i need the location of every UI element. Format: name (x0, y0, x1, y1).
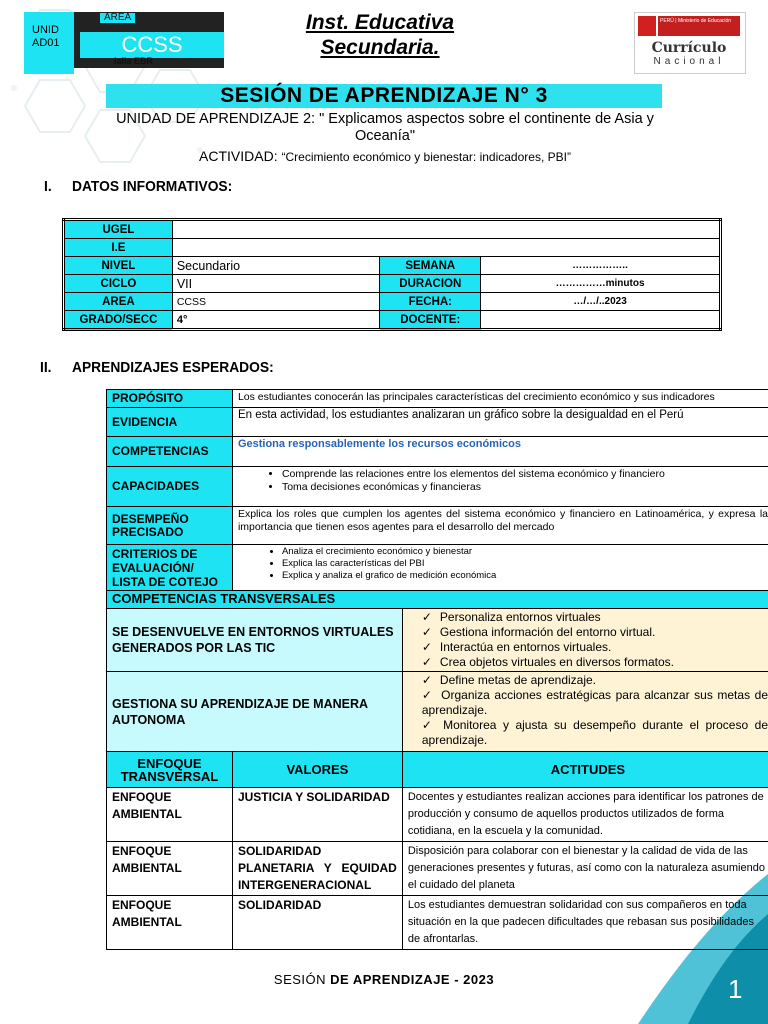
competencia-text: Gestiona responsablemente los recursos económicos (232, 437, 768, 467)
logo-ministry-text: PERÚ | Ministerio de Educación (658, 16, 740, 36)
area-label: AREA (100, 13, 135, 23)
list-item: ✓ Organiza acciones estratégicas para alcanzar sus metas de aprendizaje. (422, 688, 768, 718)
footer-text-bold: DE APRENDIZAJE - 2023 (330, 972, 495, 987)
unidad-text: UNIDAD DE APRENDIZAJE 2: " Explicamos aspectos sobre el continente de Asia y Oceanía" (116, 111, 654, 144)
table-row (107, 788, 768, 842)
section2-title: APRENDIZAJES ESPERADOS: (72, 359, 274, 376)
table-row (107, 437, 768, 467)
session-title: SESIÓN DE APRENDIZAJE N° 3 (106, 84, 662, 108)
grado-label: GRADO/SECC (64, 311, 173, 330)
list-item: • Explica las características del PBI (282, 558, 768, 570)
valor-cell: SOLIDARIDAD (232, 896, 402, 950)
docente-label: DOCENTE: (380, 311, 481, 330)
ciclo-value: VII (172, 275, 380, 293)
list-item: ✓ Personaliza entornos virtuales (422, 610, 768, 625)
institution-line2: Secundaria. (320, 36, 440, 59)
section1-number: I. (44, 178, 52, 195)
fecha-value: …/…/..2023 (481, 293, 721, 311)
list-item: • Analiza el crecimiento económico y bienestar (282, 546, 768, 558)
capacidades-label: CAPACIDADES (107, 467, 233, 507)
institution-title (240, 10, 520, 60)
evidencia-label: EVIDENCIA (107, 408, 233, 437)
table-row (107, 609, 768, 672)
logo-title: Currículo (651, 40, 727, 56)
semana-label: SEMANA (380, 257, 481, 275)
actitud-cell: Docentes y estudiantes realizan acciones para identificar los patrones de producción y consumo de aquellos productos utilizados de forma cotidiana, en la escuela y la comunidad. (402, 788, 768, 842)
table-row (107, 545, 768, 591)
ciclo-label: CICLO (64, 275, 173, 293)
curriculo-nacional-logo (634, 12, 744, 72)
unit-code-box (24, 12, 74, 74)
ie-label: I.E (64, 239, 173, 257)
area-row-value: CCSS (172, 293, 380, 311)
desempeno-label: DESEMPEÑO PRECISADO (107, 507, 233, 545)
actividad-label: ACTIVIDAD: (199, 148, 278, 164)
table-row (64, 220, 721, 239)
actitudes-header: ACTITUDES (402, 752, 768, 788)
nivel-label: NIVEL (64, 257, 173, 275)
valor-cell: JUSTICIA Y SOLIDARIDAD (232, 788, 402, 842)
criterios-label: CRITERIOS DE EVALUACIÓN/ LISTA DE COTEJO (107, 545, 233, 591)
table-row (64, 311, 721, 330)
ugel-value (172, 220, 720, 239)
ebr-label: ialia EBR (114, 56, 154, 66)
actividad-line (110, 148, 660, 164)
table-row (64, 275, 721, 293)
table-row (107, 842, 768, 896)
fecha-label: FECHA: (380, 293, 481, 311)
duracion-value: ……………minutos (481, 275, 721, 293)
footer-text-normal: SESIÓN (273, 972, 331, 987)
footer (0, 972, 768, 987)
ugel-label: UGEL (64, 220, 173, 239)
section2-number: II. (40, 359, 52, 376)
institution-line1: Inst. Educativa (305, 11, 455, 34)
list-item: • Toma decisiones económicas y financieras (282, 481, 768, 494)
table-row (107, 896, 768, 950)
list-item: ✓ Gestiona información del entorno virtual. (422, 625, 768, 640)
page-number: 1 (728, 974, 743, 1004)
actividad-value: “Crecimiento económico y bienestar: indicadores, PBI” (281, 150, 571, 164)
proposito-text: Los estudiantes conocerán las principales características del crecimiento económico y sus indicadores (232, 390, 768, 408)
aprendizajes-table (106, 389, 768, 950)
unit-code-line1: UNID (32, 24, 59, 36)
enfoque-cell: ENFOQUE AMBIENTAL (107, 842, 233, 896)
semana-value: …………….. (481, 257, 721, 275)
competencias-label: COMPETENCIAS (107, 437, 233, 467)
actitud-cell: Los estudiantes demuestran solidaridad con sus compañeros en toda situación en la que padecen dificultades que rebasan sus posibilidades de afrontarlas. (402, 896, 768, 950)
docente-value (481, 311, 721, 330)
capacidades-cell (232, 467, 768, 507)
table-row (107, 752, 768, 788)
proposito-label: PROPÓSITO (107, 390, 233, 408)
list-item: • Explica y analiza el grafico de medición económica (282, 570, 768, 582)
table-row (107, 467, 768, 507)
peru-shield-icon (638, 16, 656, 36)
duracion-label: DURACION (380, 275, 481, 293)
table-row (107, 591, 768, 609)
list-item: ✓ Crea objetos virtuales en diversos formatos. (422, 655, 768, 670)
table-row (107, 507, 768, 545)
table-row (107, 408, 768, 437)
enfoque-cell: ENFOQUE AMBIENTAL (107, 896, 233, 950)
table-row (64, 257, 721, 275)
ie-value (172, 239, 720, 257)
desempeno-text: Explica los roles que cumplen los agentes del sistema económico y financiero en Latinoamérica, y expresa la importancia que tienen esos agentes para el desarrollo del mercado (232, 507, 768, 545)
nivel-value: Secundario (172, 257, 380, 275)
autonoma-checklist (402, 672, 768, 752)
grado-value: 4° (172, 311, 380, 330)
table-row (107, 672, 768, 752)
transversales-header: COMPETENCIAS TRANSVERSALES (107, 591, 768, 609)
table-row (64, 293, 721, 311)
list-item: ✓ Monitorea y ajusta su desempeño durante el proceso de aprendizaje. (422, 718, 768, 748)
logo-subtitle: Nacional (653, 56, 725, 67)
evidencia-text: En esta actividad, los estudiantes analizaran un gráfico sobre la desigualdad en el Perú (232, 408, 768, 437)
datos-table (62, 218, 722, 331)
area-value: CCSS (80, 32, 224, 58)
enfoque-header: ENFOQUE TRANSVERSAL (107, 752, 233, 788)
tic-competency-label: SE DESENVUELVE EN ENTORNOS VIRTUALES GENERADOS POR LAS TIC (107, 609, 403, 672)
criterios-cell (232, 545, 768, 591)
list-item: ✓ Define metas de aprendizaje. (422, 673, 768, 688)
area-row-label: AREA (64, 293, 173, 311)
list-item: • Comprende las relaciones entre los elementos del sistema económico y financiero (282, 468, 768, 481)
table-row (107, 390, 768, 408)
valores-header: VALORES (232, 752, 402, 788)
unit-code-line2: AD01 (32, 37, 60, 49)
table-row (64, 239, 721, 257)
tic-checklist (402, 609, 768, 672)
section1-title: DATOS INFORMATIVOS: (72, 178, 233, 195)
enfoque-cell: ENFOQUE AMBIENTAL (107, 788, 233, 842)
actitud-cell: Disposición para colaborar con el bienestar y la calidad de vida de las generaciones presentes y futuras, así como con la naturaleza asumiendo el cuidado del planeta (402, 842, 768, 896)
list-item: ✓ Interactúa en entornos virtuales. (422, 640, 768, 655)
autonoma-competency-label: GESTIONA SU APRENDIZAJE DE MANERA AUTONOMA (107, 672, 403, 752)
valor-cell: SOLIDARIDAD PLANETARIA Y EQUIDAD INTERGENERACIONAL (232, 842, 402, 896)
